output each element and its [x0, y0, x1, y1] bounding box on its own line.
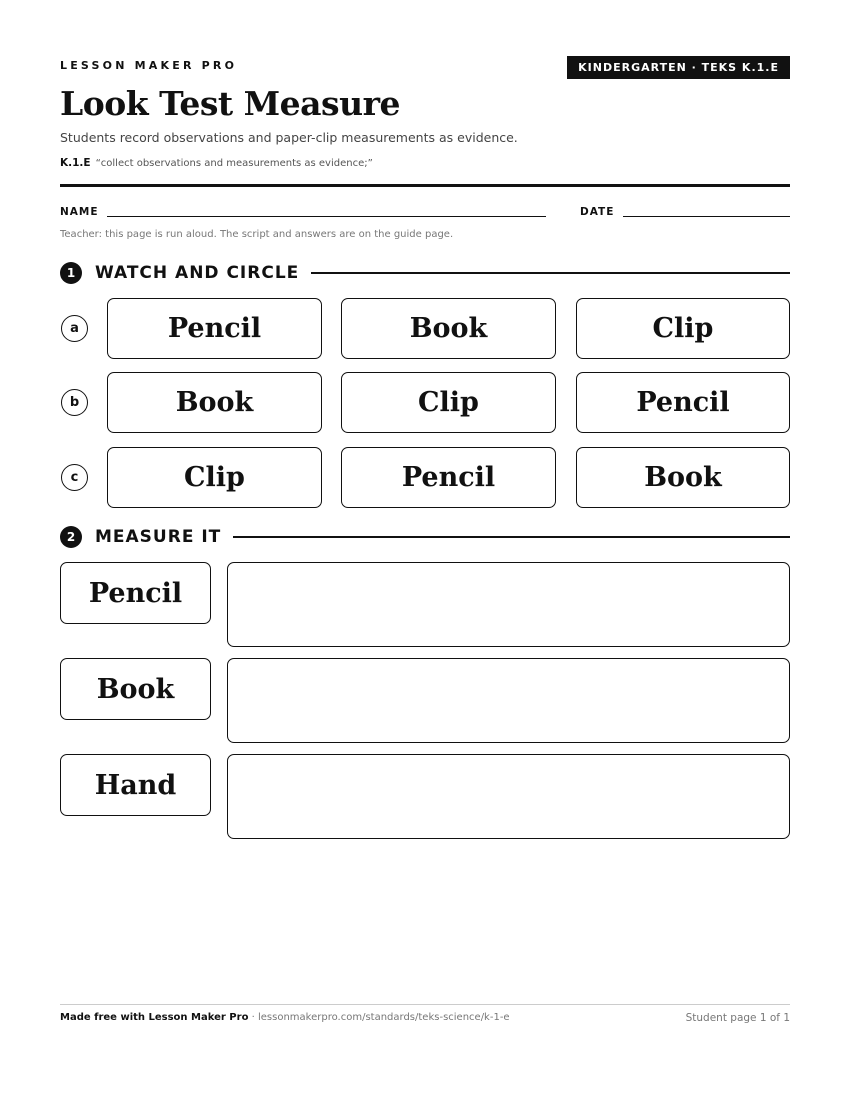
section-number-badge: 2: [60, 526, 82, 548]
worksheet-title: Look Test Measure: [60, 84, 401, 123]
word-card[interactable]: Book: [341, 298, 556, 359]
footer-page-number: Student page 1 of 1: [685, 1012, 790, 1024]
standard-code: K.1.E: [60, 157, 91, 169]
word-card[interactable]: Book: [107, 372, 322, 433]
footer-credit: [60, 1012, 510, 1023]
date-label: DATE: [580, 206, 615, 218]
name-label: NAME: [60, 206, 99, 218]
word-card[interactable]: Book: [576, 447, 790, 508]
header-divider: [60, 184, 790, 187]
brand-name: LESSON MAKER PRO: [60, 59, 238, 72]
row-letter-a: a: [61, 315, 88, 342]
footer-separator: ·: [248, 1012, 258, 1023]
section-number-badge: 1: [60, 262, 82, 284]
section-measure-it-header: [60, 525, 790, 549]
word-card[interactable]: Clip: [576, 298, 790, 359]
word-card[interactable]: Clip: [341, 372, 556, 433]
standard-text: “collect observations and measurements as evidence;”: [95, 158, 373, 169]
name-field[interactable]: [107, 216, 546, 217]
section-title: WATCH AND CIRCLE: [95, 263, 300, 283]
section-divider: [311, 272, 790, 274]
row-letter-c: c: [61, 464, 88, 491]
section-title: MEASURE IT: [95, 527, 222, 547]
grade-standard-badge: KINDERGARTEN · TEKS K.1.E: [567, 56, 790, 79]
measure-answer-box[interactable]: [227, 658, 790, 743]
date-field[interactable]: [623, 216, 790, 217]
footer-url[interactable]: lessonmakerpro.com/standards/teks-science/k-1-e: [257, 1012, 510, 1023]
row-letter-b: b: [61, 389, 88, 416]
standard-reference: [60, 157, 373, 169]
footer-made-with: Made free with Lesson Maker Pro: [60, 1012, 249, 1023]
measure-item-label: Hand: [60, 754, 211, 816]
word-card[interactable]: Pencil: [341, 447, 556, 508]
section-divider: [233, 536, 790, 538]
word-card[interactable]: Pencil: [107, 298, 322, 359]
measure-item-label: Pencil: [60, 562, 211, 624]
word-card[interactable]: Clip: [107, 447, 322, 508]
measure-answer-box[interactable]: [227, 754, 790, 839]
footer-divider: [60, 1004, 790, 1005]
teacher-note: Teacher: this page is run aloud. The script and answers are on the guide page.: [60, 229, 454, 240]
section-watch-and-circle-header: [60, 261, 790, 285]
worksheet-subtitle: Students record observations and paper-clip measurements as evidence.: [60, 130, 518, 145]
measure-answer-box[interactable]: [227, 562, 790, 647]
word-card[interactable]: Pencil: [576, 372, 790, 433]
measure-item-label: Book: [60, 658, 211, 720]
